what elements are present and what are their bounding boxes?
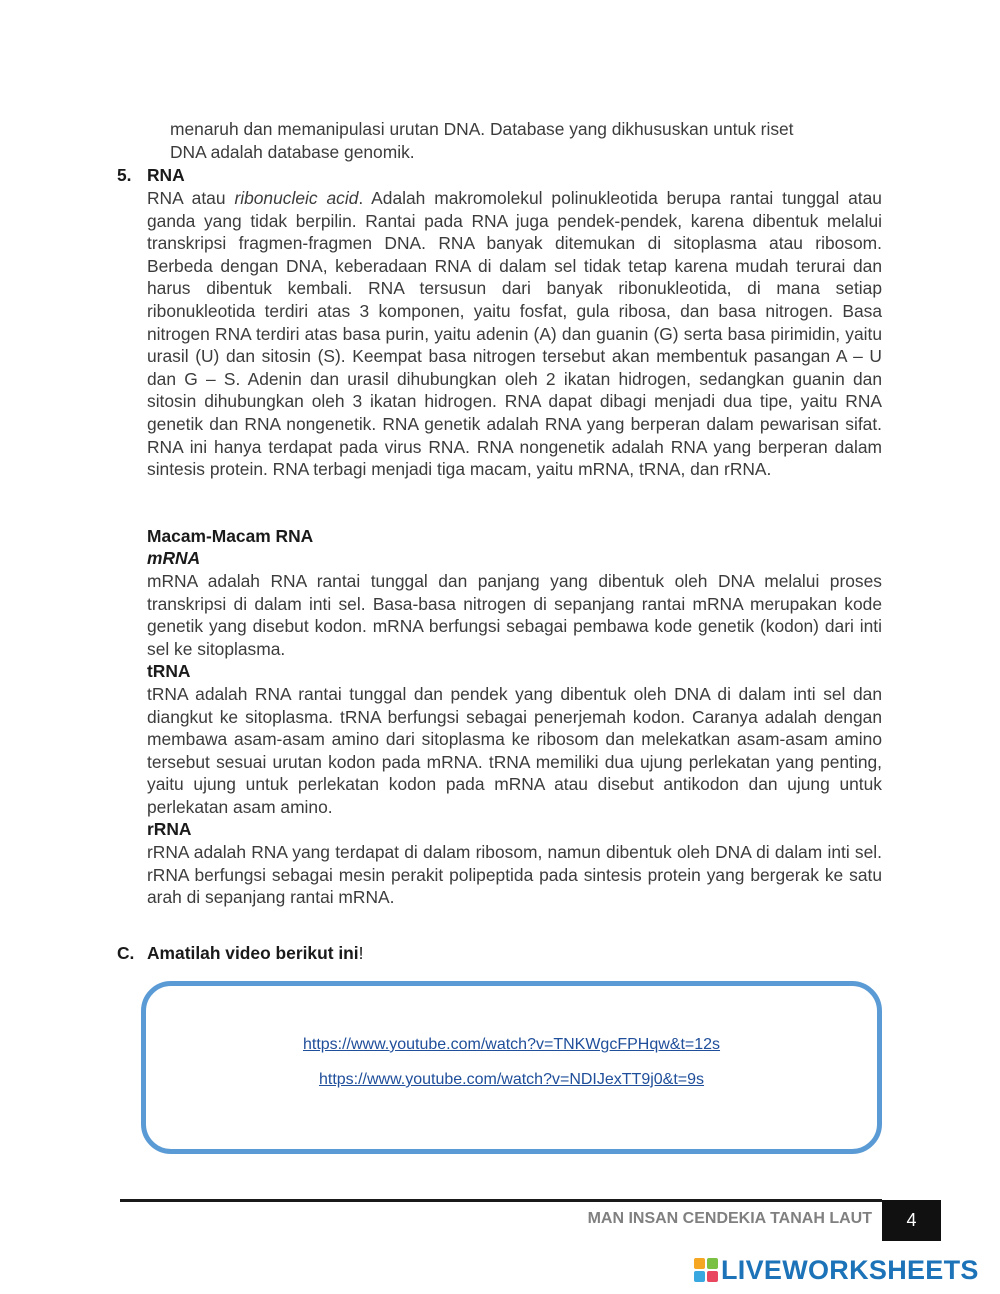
logo-tile-blue — [694, 1271, 705, 1282]
liveworksheets-logo — [694, 1255, 979, 1285]
rrna-text: rRNA adalah RNA yang terdapat di dalam ribosom, namun dibentuk oleh DNA di dalam inti sel. rRNA berfungsi sebagai mesin perakit polipeptida pada sintesis protein yang bergerak ke satu arah di sepanjang rantai mRNA. — [147, 842, 882, 908]
rna-lead: RNA atau — [147, 188, 235, 208]
intro-line-1: menaruh dan memanipulasi urutan DNA. Database yang dikhususkan untuk riset — [170, 119, 794, 139]
logo-tile-orange — [694, 1258, 705, 1269]
intro-line-2: DNA adalah database genomik. — [170, 141, 415, 162]
section-c-title-text: Amatilah video berikut ini — [147, 943, 359, 963]
trna-title: tRNA — [147, 661, 191, 681]
section-c-exclaim: ! — [358, 943, 364, 963]
mrna-title: mRNA — [147, 548, 201, 568]
mrna-text: mRNA adalah RNA rantai tunggal dan panjang yang dibentuk oleh DNA melalui proses transkripsi di dalam inti sel. Basa-basa nitrogen di sepanjang rantai mRNA merupakan kode genetik yang disebut kodon. mRNA berfungsi sebagai pembawa kode genetik (kodon) dari inti sel ke sitoplasma. — [147, 571, 882, 659]
section-c-label: C. — [117, 943, 135, 963]
rrna-title: rRNA — [147, 819, 192, 839]
logo-tile-green — [707, 1258, 718, 1269]
section-5-number: 5. — [117, 165, 132, 185]
section-c-title — [147, 942, 363, 965]
liveworksheets-mark-icon — [694, 1258, 718, 1282]
video-link-1[interactable]: https://www.youtube.com/watch?v=TNKWgcFPHqw&t=12s — [302, 1036, 721, 1053]
trna-text: tRNA adalah RNA rantai tunggal dan pendek yang dibentuk oleh DNA di dalam inti sel dan diangkut ke sitoplasma. tRNA berfungsi sebagai penerjemah kodon. Caranya adalah dengan membawa asam-asam amino dari sitoplasma ke ribosom dan melekatkan asam-asam amino tersebut sesuai urutan kodon pada mRNA. tRNA memiliki dua ujung perlekatan yang penting, yaitu ujung untuk perlekatan kodon pada mRNA atau disebut antikodon dan ujung untuk perlekatan asam amino. — [147, 684, 882, 817]
rna-italic-term: ribonucleic acid — [234, 188, 359, 208]
video-links-box — [141, 981, 882, 1154]
rna-types-heading: Macam-Macam RNA — [147, 526, 314, 546]
school-name: MAN INSAN CENDEKIA TANAH LAUT — [587, 1210, 872, 1227]
footer-divider — [120, 1199, 882, 1202]
rna-body: . Adalah makromolekul polinukleotida berupa rantai tunggal atau ganda yang tidak berpilin. Rantai pada RNA juga pendek-pendek, karena dibentuk melalui transkripsi fragmen-fragmen DNA. RNA banyak ditemukan di sitoplasma atau ribosom. Berbeda dengan DNA, keberadaan RNA di dalam sel tidak tetap karena mudah terurai dan harus dibentuk kembali. RNA tersusun dari banyak ribonukleotida, di mana setiap ribonukleotida terdiri atas 3 komponen, yaitu fosfat, gula ribosa, dan basa nitrogen. Basa nitrogen RNA terdiri atas basa purin, yaitu adenin (A) dan guanin (G) serta basa pirimidin, yaitu urasil (U) dan sitosin (S). Keempat basa nitrogen tersebut akan membentuk pasangan A – U dan G – S. Adenin dan urasil dihubungkan oleh 2 ikatan hidrogen, sedangkan guanin dan sitosin dihubungkan oleh 3 ikatan hidrogen. RNA dapat dibagi menjadi dua tipe, yaitu RNA genetik dan RNA nongenetik. RNA genetik adalah RNA yang berperan dalam pewarisan sifat. RNA ini hanya terdapat pada virus RNA. RNA nongenetik adalah RNA yang berperan dalam sintesis protein. RNA terbagi menjadi tiga macam, yaitu mRNA, tRNA, dan rRNA. — [147, 188, 882, 480]
section-5-title: RNA — [147, 165, 185, 185]
intro-text — [170, 118, 882, 163]
page-number: 4 — [882, 1200, 941, 1241]
brand-name: LIVEWORKSHEETS — [721, 1254, 979, 1285]
rna-paragraph — [147, 187, 882, 481]
video-link-2[interactable]: https://www.youtube.com/watch?v=NDIJexTT9j0&t=9s — [318, 1071, 705, 1088]
logo-tile-red — [707, 1271, 718, 1282]
